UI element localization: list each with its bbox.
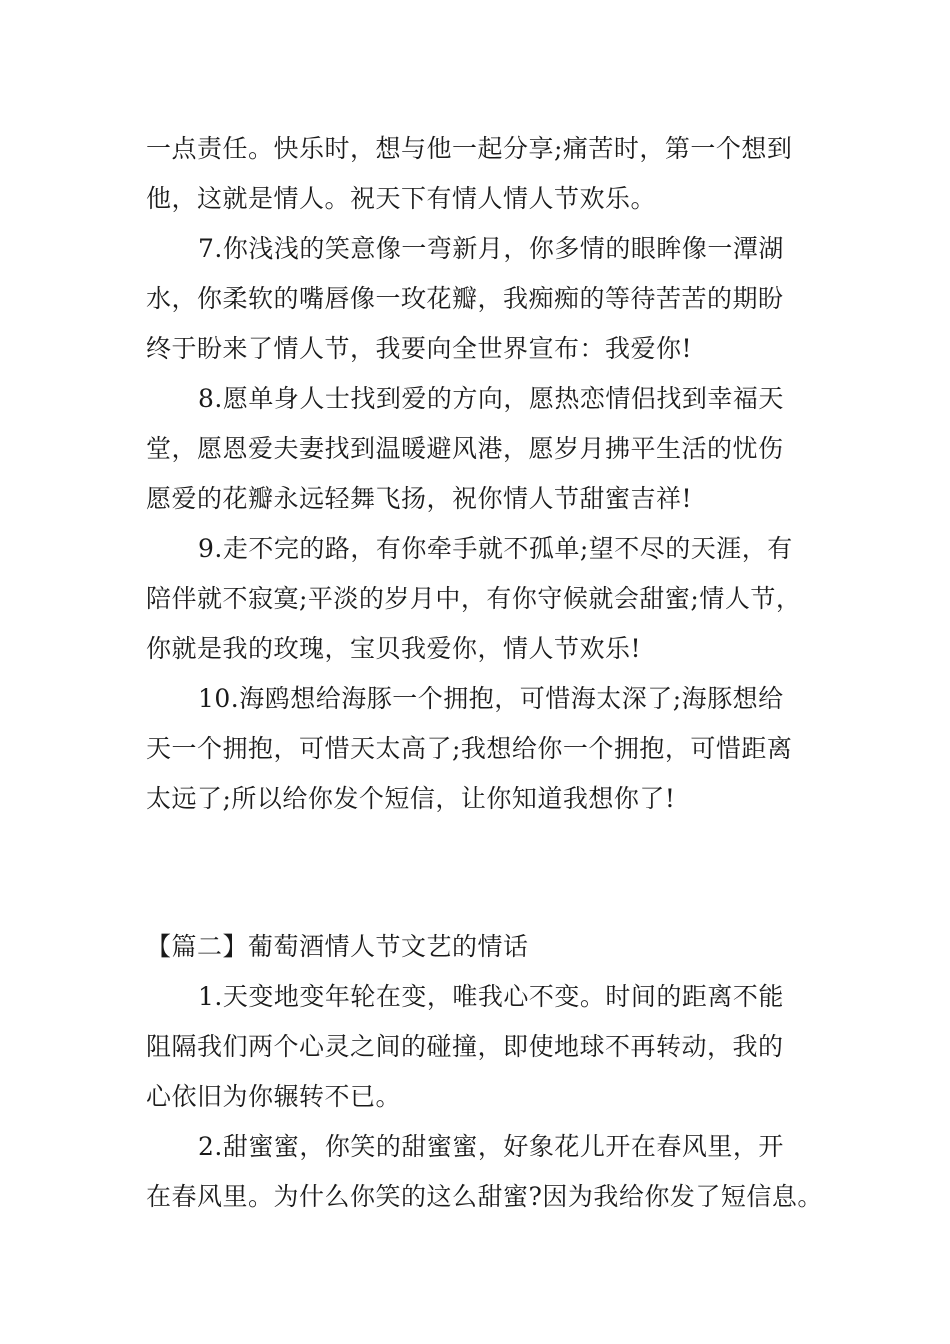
paragraph-line: 9.走不完的路，有你牵手就不孤单;望不尽的天涯，有 <box>198 534 793 563</box>
paragraph-line: 阻隔我们两个心灵之间的碰撞，即使地球不再转动，我的 <box>146 1032 784 1061</box>
paragraph-line: 太远了;所以给你发个短信，让你知道我想你了! <box>146 784 676 813</box>
section-heading: 【篇二】葡萄酒情人节文艺的情话 <box>146 932 529 961</box>
paragraph-line: 心依旧为你辗转不已。 <box>146 1082 402 1111</box>
paragraph-line: 天一个拥抱，可惜天太高了;我想给你一个拥抱，可惜距离 <box>146 734 793 763</box>
paragraph-line: 10.海鸥想给海豚一个拥抱，可惜海太深了;海豚想给 <box>198 684 784 713</box>
paragraph-line: 8.愿单身人士找到爱的方向，愿热恋情侣找到幸福天 <box>198 384 784 413</box>
paragraph-line: 你就是我的玫瑰，宝贝我爱你，情人节欢乐! <box>146 634 642 663</box>
paragraph-line: 2.甜蜜蜜，你笑的甜蜜蜜，好象花儿开在春风里，开 <box>198 1132 784 1161</box>
paragraph-line: 1.天变地变年轮在变，唯我心不变。时间的距离不能 <box>198 982 784 1011</box>
paragraph-line: 7.你浅浅的笑意像一弯新月，你多情的眼眸像一潭湖 <box>198 234 784 263</box>
paragraph-line: 愿爱的花瓣永远轻舞飞扬，祝你情人节甜蜜吉祥! <box>146 484 693 513</box>
paragraph-line: 一点责任。快乐时，想与他一起分享;痛苦时，第一个想到 <box>146 134 793 163</box>
paragraph-line: 在春风里。为什么你笑的这么甜蜜?因为我给你发了短信息。 <box>146 1182 823 1211</box>
paragraph-line: 水，你柔软的嘴唇像一玫花瓣，我痴痴的等待苦苦的期盼 <box>146 284 784 313</box>
paragraph-line: 终于盼来了情人节，我要向全世界宣布：我爱你! <box>146 334 693 363</box>
paragraph-line: 他，这就是情人。祝天下有情人情人节欢乐。 <box>146 184 657 213</box>
paragraph-line: 陪伴就不寂寞;平淡的岁月中，有你守候就会甜蜜;情人节， <box>146 584 802 613</box>
paragraph-line: 堂，愿恩爱夫妻找到温暖避风港，愿岁月拂平生活的忧伤 <box>146 434 784 463</box>
